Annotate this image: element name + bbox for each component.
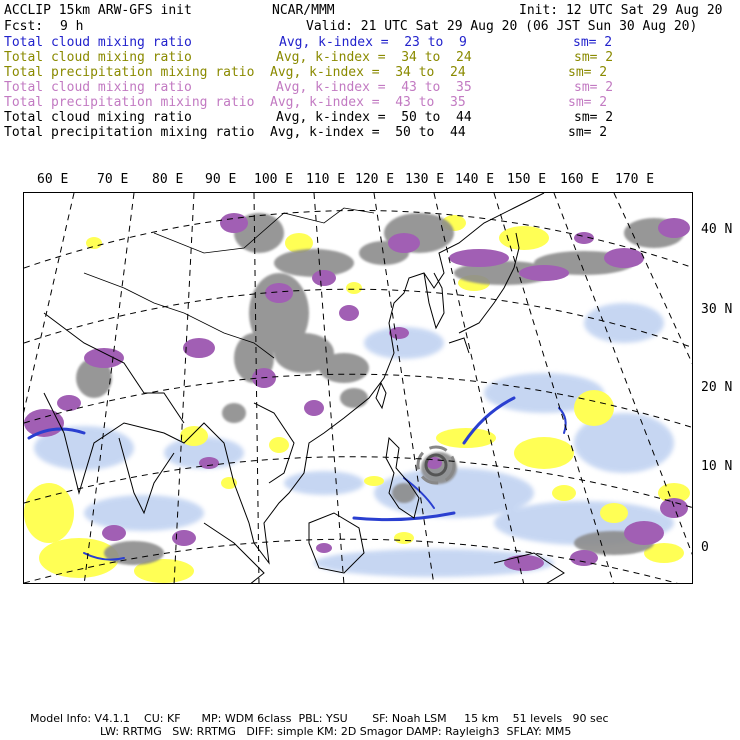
- field-avg: Avg, k-index = 50 to 44: [276, 110, 472, 125]
- field-sm: sm= 2: [568, 65, 608, 80]
- run-title: ACCLIP 15km ARW-GFS init: [4, 3, 192, 18]
- light-cloud-layer: [34, 303, 674, 577]
- field-name: Total cloud mixing ratio: [4, 80, 192, 95]
- field-name: Total precipitation mixing ratio: [4, 125, 255, 140]
- lat-label: 20 N: [701, 380, 733, 395]
- institution: NCAR/MMM: [272, 3, 335, 18]
- lon-label: 150 E: [507, 172, 547, 187]
- field-name: Total cloud mixing ratio: [4, 50, 192, 65]
- field-avg: Avg, k-index = 50 to 44: [270, 125, 466, 140]
- lon-label: 80 E: [152, 172, 184, 187]
- forecast-hour: 9 h: [60, 19, 84, 34]
- map-canvas: [24, 193, 693, 584]
- field-avg: Avg, k-index = 43 to 35: [276, 80, 472, 95]
- field-name: Total precipitation mixing ratio: [4, 65, 255, 80]
- field-avg: Avg, k-index = 34 to 24: [276, 50, 472, 65]
- field-sm: sm= 2: [573, 35, 613, 50]
- lat-label: 0: [701, 540, 709, 555]
- valid-time: Valid: 21 UTC Sat 29 Aug 20 (06 JST Sun 30 Aug 20): [306, 19, 698, 34]
- field-sm: sm= 2: [568, 95, 608, 110]
- lon-label: 70 E: [97, 172, 129, 187]
- field-name: Total cloud mixing ratio: [4, 35, 192, 50]
- lon-label: 140 E: [455, 172, 495, 187]
- model-info-line2: LW: RRTMG SW: RRTMG DIFF: simple KM: 2D Smagor DAMP: Rayleigh3 SFLAY: MM5: [100, 725, 572, 738]
- lon-label: 130 E: [405, 172, 445, 187]
- field-sm: sm= 2: [568, 125, 608, 140]
- field-name: Total precipitation mixing ratio: [4, 95, 255, 110]
- lon-label: 120 E: [355, 172, 395, 187]
- field-avg: Avg, k-index = 43 to 35: [270, 95, 466, 110]
- field-sm: sm= 2: [574, 80, 614, 95]
- lat-label: 10 N: [701, 459, 733, 474]
- init-time: Init: 12 UTC Sat 29 Aug 20: [519, 3, 723, 18]
- field-sm: sm= 2: [574, 110, 614, 125]
- lat-label: 40 N: [701, 222, 733, 237]
- lon-label: 90 E: [205, 172, 237, 187]
- field-name: Total cloud mixing ratio: [4, 110, 192, 125]
- model-info-line1: Model Info: V4.1.1 CU: KF MP: WDM 6class PBL: YSU SF: Noah LSM 15 km 51 levels 90 sec: [30, 712, 609, 725]
- lon-label: 160 E: [560, 172, 600, 187]
- field-avg: Avg, k-index = 23 to 9: [279, 35, 467, 50]
- forecast-label: Fcst:: [4, 19, 44, 34]
- forecast-map: [23, 192, 693, 584]
- field-avg: Avg, k-index = 34 to 24: [270, 65, 466, 80]
- lon-label: 170 E: [615, 172, 655, 187]
- field-sm: sm= 2: [574, 50, 614, 65]
- lat-label: 30 N: [701, 302, 733, 317]
- lon-label: 110 E: [306, 172, 346, 187]
- lon-label: 100 E: [254, 172, 294, 187]
- lon-label: 60 E: [37, 172, 69, 187]
